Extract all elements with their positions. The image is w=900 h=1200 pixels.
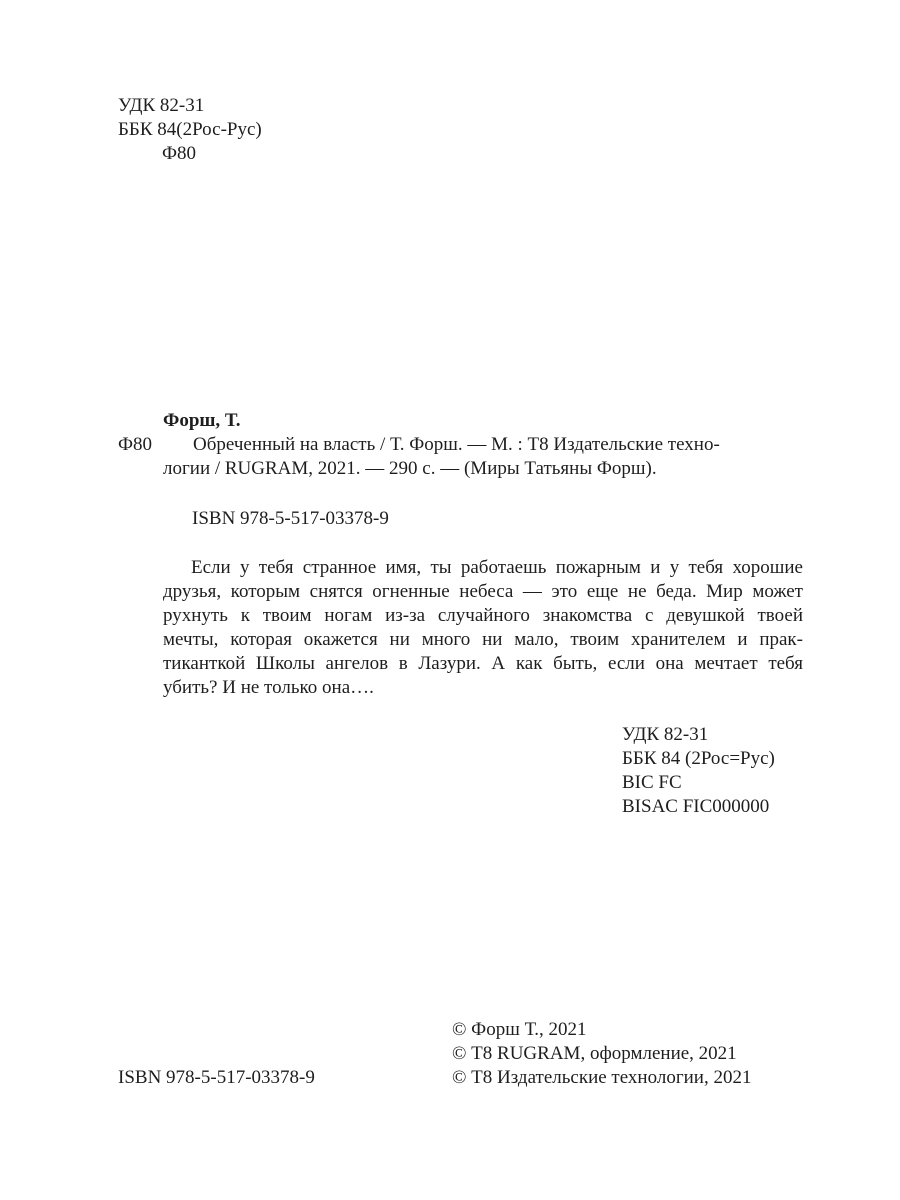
author-heading: Форш, Т. xyxy=(163,410,241,431)
bbk-code: ББК 84(2Рос-Рус) xyxy=(118,119,262,140)
udk-code-right: УДК 82-31 xyxy=(622,724,709,745)
footer-isbn: ISBN 978-5-517-03378-9 xyxy=(118,1067,315,1088)
copyright-line: © Т8 Издательские технологии, 2021 xyxy=(452,1067,752,1088)
catalog-isbn: ISBN 978-5-517-03378-9 xyxy=(192,508,389,529)
header-classification-codes xyxy=(118,94,262,166)
bic-code: BIC FC xyxy=(622,772,682,793)
annotation-line: тиканткой Школы ангелов в Лазури. А как быть, если она мечтает тебя xyxy=(163,653,803,674)
copyright-block xyxy=(452,1018,751,1090)
bibliographic-line-2: логии / RUGRAM, 2021. — 290 с. — (Миры Татьяны Форш). xyxy=(163,458,657,479)
cutter-code: Ф80 xyxy=(162,143,197,164)
annotation-line: рухнуть к твоим ногам из-за случайного знакомства с девушкой твоей xyxy=(163,605,803,626)
annotation-paragraph xyxy=(163,556,803,700)
bibliographic-description xyxy=(163,433,803,481)
annotation-line: убить? И не только она…. xyxy=(163,677,374,698)
copyright-line: © Т8 RUGRAM, оформление, 2021 xyxy=(452,1043,737,1064)
udk-code: УДК 82-31 xyxy=(118,95,205,116)
copyright-line: © Форш Т., 2021 xyxy=(452,1019,587,1040)
annotation-line: мечты, которая окажется ни много ни мало, твоим хранителем и прак- xyxy=(163,629,803,650)
bibliographic-line-1: Обреченный на власть / Т. Форш. — М. : Т8 Издательские техно- xyxy=(193,434,720,455)
annotation-line: Если у тебя странное имя, ты работаешь пожарным и у тебя хорошие xyxy=(191,557,803,578)
catalog-cutter-code: Ф80 xyxy=(118,434,153,455)
bbk-code-right: ББК 84 (2Рос=Рус) xyxy=(622,748,775,769)
classification-block xyxy=(622,723,775,819)
annotation-line: друзья, которым снятся огненные небеса — это еще не беда. Мир может xyxy=(163,581,803,602)
bisac-code: BISAC FIC000000 xyxy=(622,796,770,817)
